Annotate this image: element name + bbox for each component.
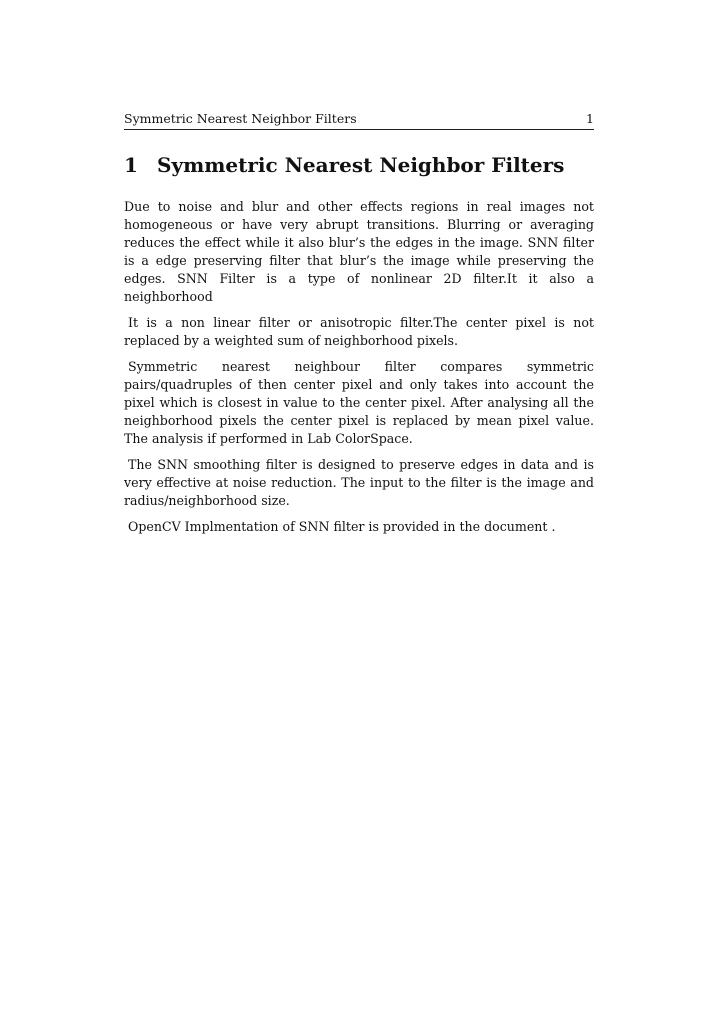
section-number: 1 <box>124 153 138 177</box>
section-title: Symmetric Nearest Neighbor Filters <box>157 153 565 177</box>
paragraph-3: Symmetric nearest neighbour filter compares symmetric pairs/quadruples of then center pixel and only takes into account the pixel which is closest in value to the center pixel. After analysing all the neighborhood pixels the center pixel is replaced by mean pixel value. The analysis if performed in Lab ColorSpace. <box>124 359 594 446</box>
document-page <box>124 110 594 544</box>
paragraph-2: It is a non linear filter or anisotropic filter.The center pixel is not replaced by a weighted sum of neighborhood pixels. <box>124 315 594 348</box>
section-body <box>124 198 594 536</box>
page-number: 1 <box>586 111 594 126</box>
section-heading <box>124 152 594 178</box>
running-header <box>124 110 594 130</box>
paragraph-1: Due to noise and blur and other effects regions in real images not homogeneous or have very abrupt transitions. Blurring or averaging reduces the effect while it also blur’s the edges in the image. SNN filter is a edge preserving filter that blur’s the image while preserving the edges. SNN Filter is a type of nonlinear 2D filter.It it also a neighborhood <box>124 199 594 304</box>
paragraph-5: OpenCV Implmentation of SNN filter is provided in the document . <box>128 519 556 534</box>
paragraph-4: The SNN smoothing filter is designed to preserve edges in data and is very effective at noise reduction. The input to the filter is the image and radius/neighborhood size. <box>124 457 594 508</box>
running-header-title: Symmetric Nearest Neighbor Filters <box>124 111 357 126</box>
